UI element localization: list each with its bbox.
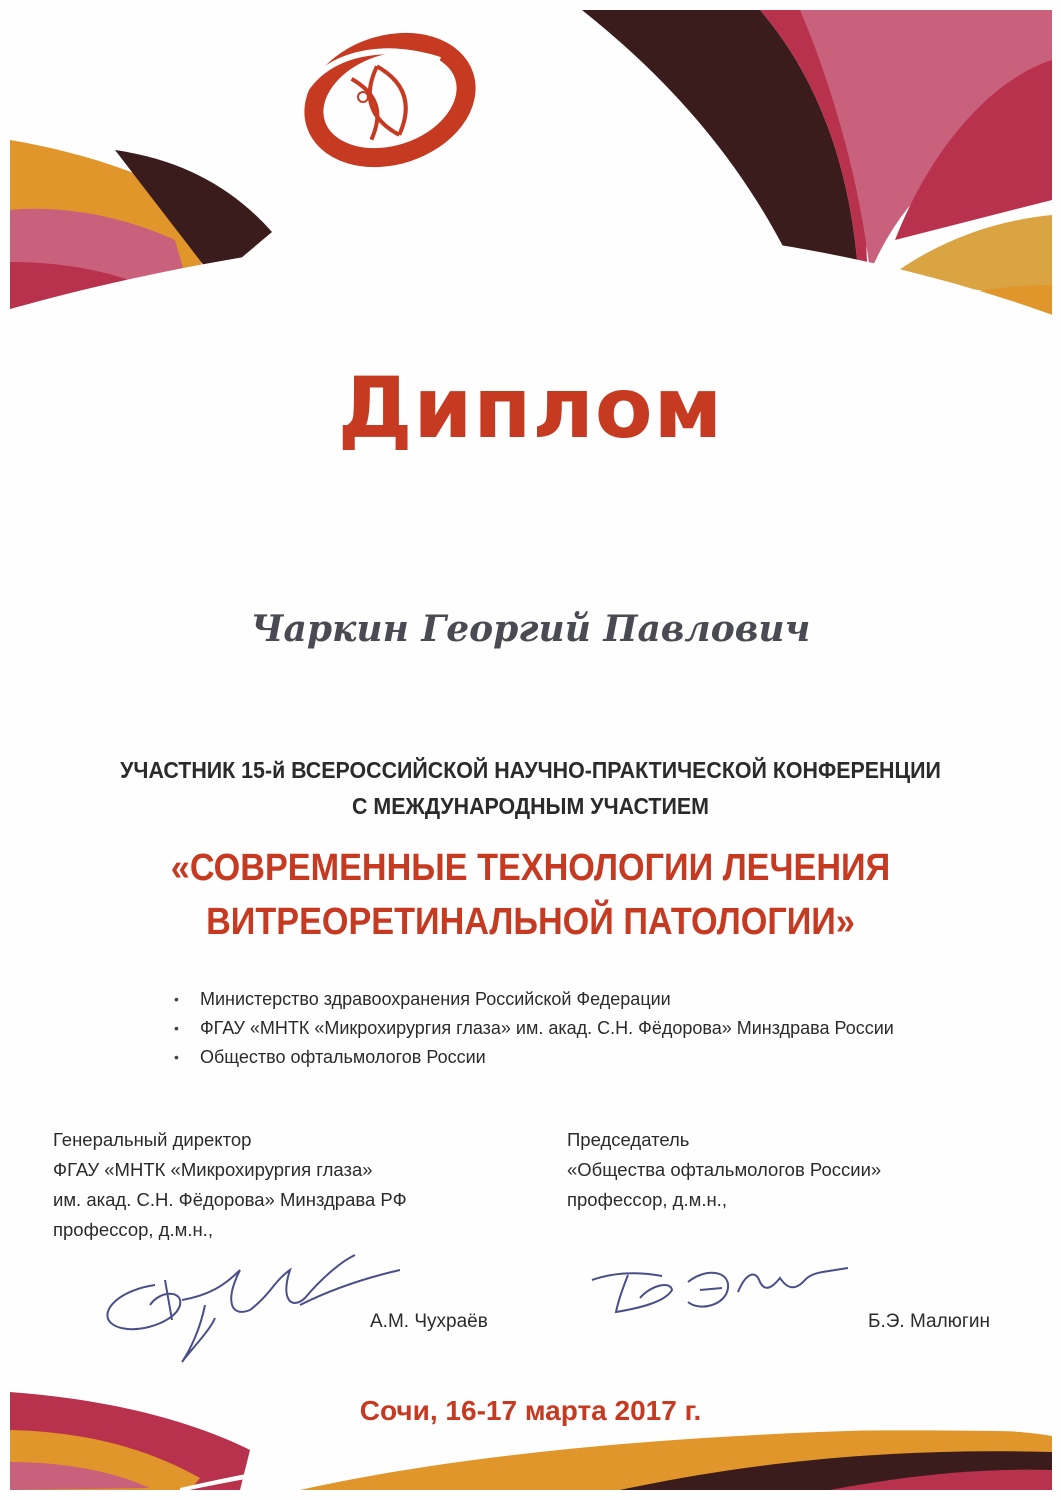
participant-line-1: УЧАСТНИК 15-й ВСЕРОССИЙСКОЙ НАУЧНО-ПРАКТИЧЕСКОЙ КОНФЕРЕНЦИИ [120,757,941,783]
organizer-item: • Министерство здравоохранения Российской Федерации [172,985,992,1014]
signatory-left-line: профессор, д.м.н., [53,1219,213,1240]
signatory-right-title [567,1125,881,1215]
recipient-name: Чаркин Георгий Павлович [250,608,811,650]
conference-title-line-2: ВИТРЕОРЕТИНАЛЬНОЙ ПАТОЛОГИИ» [206,901,855,943]
signatory-right-line: «Общества офтальмологов России» [567,1159,882,1180]
organizers-list [172,985,992,1072]
signatory-left-line: Генеральный директор [53,1129,252,1150]
signatory-right-name: Б.Э. Малюгин [868,1311,990,1332]
signatory-right-line: Председатель [567,1129,690,1150]
signatory-right-line: профессор, д.м.н., [567,1189,727,1210]
signatory-left-name: А.М. Чухраёв [370,1311,488,1332]
event-location-date: Сочи, 16-17 марта 2017 г. [359,1395,702,1426]
organizer-item: • Общество офтальмологов России [172,1043,992,1072]
diploma-title: Диплом [337,359,724,457]
conference-title-line-1: «СОВРЕМЕННЫЕ ТЕХНОЛОГИИ ЛЕЧЕНИЯ [170,847,891,889]
signatory-left-title [53,1125,407,1245]
participant-line-2: С МЕЖДУНАРОДНЫМ УЧАСТИЕМ [352,793,709,819]
signatory-left-line: им. акад. С.Н. Фёдорова» Минздрава РФ [53,1189,407,1210]
signatory-left-line: ФГАУ «МНТК «Микрохирургия глаза» [53,1159,373,1180]
organizer-item: • ФГАУ «МНТК «Микрохирургия глаза» им. акад. С.Н. Фёдорова» Минздрава России [172,1014,992,1043]
